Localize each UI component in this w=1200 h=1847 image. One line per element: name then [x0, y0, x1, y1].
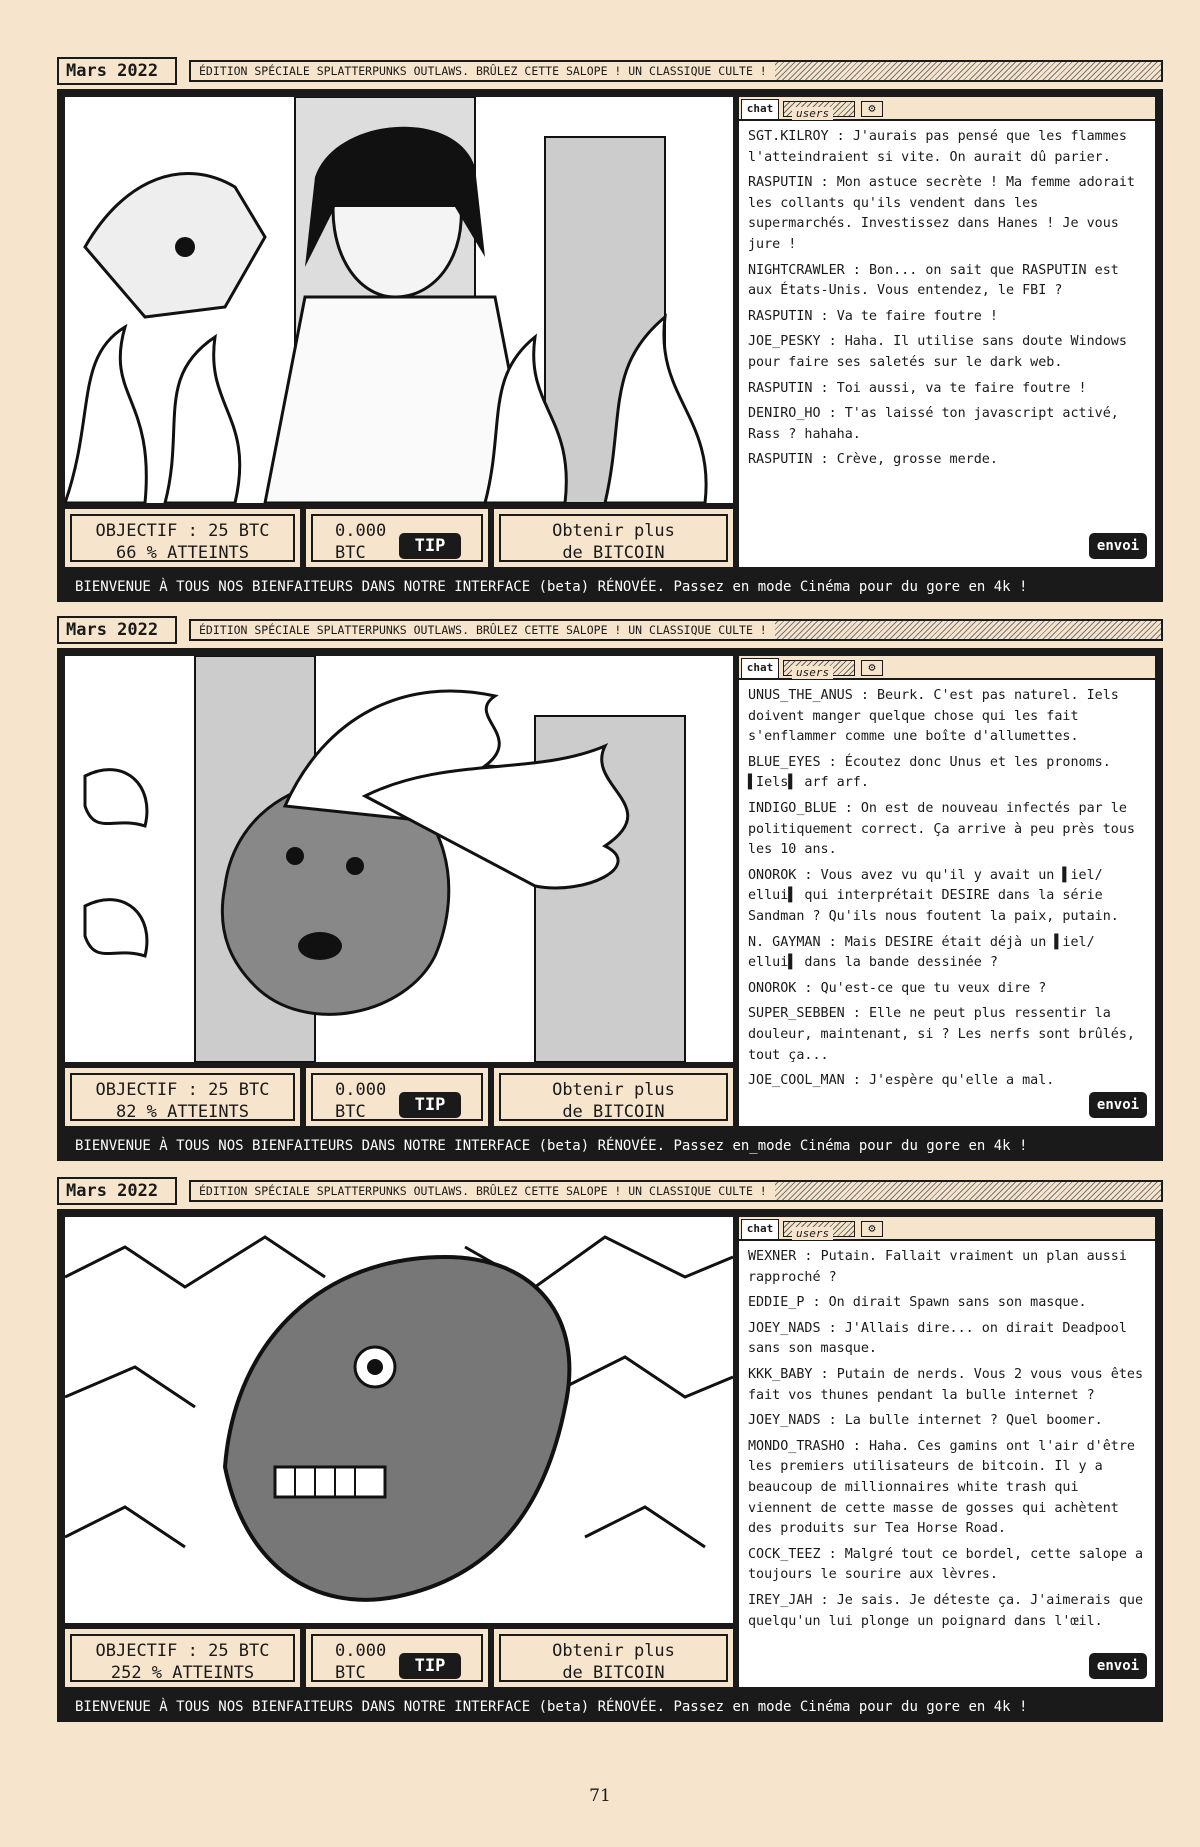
chat-panel: [739, 656, 1155, 1126]
btc-amount: 0.000: [335, 1080, 387, 1100]
btc-unit: BTC: [335, 543, 366, 563]
panel-header: [57, 57, 1163, 85]
welcome-ticker: BIENVENUE À TOUS NOS BIENFAITEURS DANS NOTRE INTERFACE (beta) RÉNOVÉE. Passez en_mode Cinéma pour du gore en 4k !: [75, 1138, 1028, 1154]
chat-message: IREY_JAH : Je sais. Je déteste ça. J'aimerais que quelqu'un lui plonge un poignard dans l'œil.: [748, 1592, 1144, 1629]
burning-figure-illustration: [65, 97, 733, 503]
panel-header: [57, 616, 1163, 644]
chat-text: Putain de nerds. Vous 2 vous vous êtes fait vos thunes pendant la bulle internet ?: [748, 1366, 1144, 1403]
chat-tab-bar: [739, 1217, 1155, 1241]
chat-message: RASPUTIN : Va te faire foutre !: [748, 308, 998, 324]
chat-message: COCK_TEEZ : Malgré tout ce bordel, cette salope a toujours le sourire aux lèvres.: [748, 1546, 1144, 1583]
chat-username[interactable]: WEXNER: [748, 1249, 797, 1264]
chat-username[interactable]: RASPUTIN: [748, 380, 813, 396]
edition-text: ÉDITION SPÉCIALE SPLATTERPUNKS OUTLAWS. BRÛLEZ CETTE SALOPE ! UN CLASSIQUE CULTE !: [191, 62, 775, 80]
goal-box: [65, 1068, 300, 1126]
tab-users-label: users: [792, 666, 833, 679]
get-bitcoin-line2: de BITCOIN: [562, 1663, 665, 1683]
stream-panel-1: [57, 57, 1163, 602]
date-label: Mars 2022: [57, 57, 177, 85]
chat-text: Haha. Ces gamins ont l'air d'être les premiers utilisateurs de bitcoin. Il y a beaucoup de millionnaires white trash qui viennent de cette masse de gosses qui achètent des produits sur Tea Horse Road.: [748, 1438, 1135, 1537]
chat-username[interactable]: INDIGO_BLUE: [748, 800, 837, 816]
stream-panel-2: [57, 616, 1163, 1161]
get-bitcoin-line1: Obtenir plus: [552, 1080, 675, 1100]
page-number: 71: [589, 1786, 611, 1806]
chat-username[interactable]: NIGHTCRAWLER: [748, 262, 845, 278]
get-bitcoin-box[interactable]: [494, 1068, 733, 1126]
chat-message: ONOROK : Qu'est-ce que tu veux dire ?: [748, 980, 1047, 996]
chat-text: T'as laissé ton javascript activé, Rass ? hahaha.: [748, 406, 1119, 442]
goal-target: OBJECTIF : 25 BTC: [95, 1080, 270, 1100]
chat-username[interactable]: UNUS_THE_ANUS: [748, 688, 853, 703]
stream-frame: [57, 89, 1163, 602]
chat-text: Malgré tout ce bordel, cette salope a toujours le sourire aux lèvres.: [748, 1546, 1144, 1583]
chat-message: JOE_COOL_MAN : J'espère qu'elle a mal.: [748, 1073, 1055, 1089]
panel-header: [57, 1177, 1163, 1205]
btc-unit: BTC: [335, 1663, 366, 1683]
chat-username[interactable]: JOEY_NADS: [748, 1320, 821, 1336]
chat-message: ONOROK : Vous avez vu qu'il y avait un ▌iel/ ellui▌ qui interprétait DESIRE dans la série Sandman ? Qu'ils nous foutent la paix, putain.: [748, 867, 1119, 924]
chat-username[interactable]: JOE_COOL_MAN: [748, 1073, 845, 1089]
btc-unit: BTC: [335, 1102, 366, 1122]
chat-username[interactable]: RASPUTIN: [748, 175, 813, 191]
chat-text: Vous avez vu qu'il y avait un ▌iel/ ellui▌ qui interprétait DESIRE dans la série Sandman ? Qu'ils nous foutent la paix, putain.: [748, 867, 1119, 924]
btc-box: [306, 1068, 488, 1126]
send-button[interactable]: envoi: [1089, 1653, 1147, 1679]
chat-username[interactable]: ONOROK: [748, 980, 797, 996]
settings-gear-icon[interactable]: ⚙: [861, 101, 883, 117]
chat-text: J'aurais pas pensé que les flammes l'atteindraient si vite. On aurait dû parier.: [748, 129, 1127, 165]
chat-text: La bulle internet ? Quel boomer.: [844, 1413, 1103, 1429]
chat-tab-bar: [739, 656, 1155, 680]
chat-text: J'Allais dire... on dirait Deadpool sans son masque.: [748, 1320, 1127, 1357]
chat-text: Qu'est-ce que tu veux dire ?: [820, 980, 1047, 996]
chat-text: On est de nouveau infectés par le politiquement correct. Ça arrive à peu près tous les 10 ans.: [748, 800, 1135, 858]
chat-message: UNUS_THE_ANUS : Beurk. C'est pas naturel. Iels doivent manger quelque chose qui les fait s'enflammer comme une boîte d'allumettes.: [748, 688, 1119, 745]
chat-messages: [748, 1247, 1148, 1637]
chat-username[interactable]: KKK_BABY: [748, 1366, 813, 1382]
edition-text: ÉDITION SPÉCIALE SPLATTERPUNKS OUTLAWS. BRÛLEZ CETTE SALOPE ! UN CLASSIQUE CULTE !: [191, 621, 775, 639]
chat-text: On dirait Spawn sans son masque.: [828, 1295, 1087, 1311]
goal-target: OBJECTIF : 25 BTC: [95, 521, 270, 541]
chat-text: Je sais. Je déteste ça. J'aimerais que quelqu'un lui plonge un poignard dans l'œil.: [748, 1592, 1144, 1629]
chat-text: Crève, grosse merde.: [836, 452, 998, 468]
settings-gear-icon[interactable]: ⚙: [861, 660, 883, 676]
chat-username[interactable]: JOE_PESKY: [748, 334, 821, 350]
welcome-ticker: BIENVENUE À TOUS NOS BIENFAITEURS DANS NOTRE INTERFACE (beta) RÉNOVÉE. Passez en mode Cinéma pour du gore en 4k !: [75, 579, 1028, 595]
chat-messages: [748, 686, 1148, 1097]
tab-chat[interactable]: chat: [741, 658, 779, 678]
get-bitcoin-line2: de BITCOIN: [562, 543, 665, 563]
get-bitcoin-box[interactable]: [494, 509, 733, 567]
chat-message: RASPUTIN : Mon astuce secrète ! Ma femme adorait les collants qu'ils vendent dans les supermarchés. Investissez dans Hanes ! Je vous jure !: [748, 175, 1135, 252]
chat-username[interactable]: RASPUTIN: [748, 308, 813, 324]
chat-text: Haha. Il utilise sans doute Windows pour faire ses saletés sur le dark web.: [748, 334, 1127, 370]
goal-progress: 82 % ATTEINTS: [115, 1102, 250, 1122]
chat-message: N. GAYMAN : Mais DESIRE était déjà un ▌iel/ ellui▌ dans la bande dessinée ?: [748, 934, 1095, 971]
chat-message: DENIRO_HO : T'as laissé ton javascript activé, Rass ? hahaha.: [748, 406, 1119, 442]
chat-username[interactable]: SGT.KILROY: [748, 129, 829, 144]
date-label: Mars 2022: [57, 616, 177, 644]
chat-username[interactable]: COCK_TEEZ: [748, 1546, 821, 1562]
video-illustration: [65, 656, 733, 1062]
tab-users-label: users: [792, 107, 833, 120]
goal-target: OBJECTIF : 25 BTC: [95, 1641, 270, 1661]
tip-button[interactable]: TIP: [399, 1653, 461, 1679]
tip-button[interactable]: TIP: [399, 1092, 461, 1118]
chat-username[interactable]: SUPER_SEBBEN: [748, 1006, 845, 1022]
edition-text: ÉDITION SPÉCIALE SPLATTERPUNKS OUTLAWS. BRÛLEZ CETTE SALOPE ! UN CLASSIQUE CULTE !: [191, 1182, 775, 1200]
chat-username[interactable]: EDDIE_P: [748, 1295, 805, 1311]
tab-users-label: users: [792, 1227, 833, 1240]
welcome-ticker: BIENVENUE À TOUS NOS BIENFAITEURS DANS NOTRE INTERFACE (beta) RÉNOVÉE. Passez en mode Cinéma pour du gore en 4k !: [75, 1699, 1028, 1715]
send-button[interactable]: envoi: [1089, 533, 1147, 559]
chat-message: BLUE_EYES : Écoutez donc Unus et les pronoms. ▌Iels▌ arf arf.: [748, 754, 1111, 791]
get-bitcoin-line2: de BITCOIN: [562, 1102, 665, 1122]
chat-panel: [739, 1217, 1155, 1687]
get-bitcoin-line1: Obtenir plus: [552, 521, 675, 541]
btc-amount: 0.000: [335, 1641, 387, 1661]
chat-text: Mais DESIRE était déjà un ▌iel/ ellui▌ dans la bande dessinée ?: [748, 934, 1095, 971]
chat-message: MONDO_TRASHO : Haha. Ces gamins ont l'air d'être les premiers utilisateurs de bitcoin. Il y a beaucoup de millionnaires white trash qui viennent de cette masse de gosses qui achètent des produits sur Tea Horse Road.: [748, 1438, 1135, 1537]
stream-frame: [57, 1209, 1163, 1722]
burning-face-illustration: [65, 656, 733, 1062]
chat-tab-bar: [739, 97, 1155, 121]
chat-message: RASPUTIN : Crève, grosse merde.: [748, 452, 998, 468]
chat-text: Écoutez donc Unus et les pronoms. ▌Iels▌ arf arf.: [748, 754, 1111, 791]
chat-message: SUPER_SEBBEN : Elle ne peut plus ressentir la douleur, maintenant, si ? Les nerfs sont brûlés, tout ça...: [748, 1006, 1135, 1063]
tab-users[interactable]: [783, 660, 855, 679]
chat-text: Va te faire foutre !: [836, 308, 998, 324]
chat-username[interactable]: IREY_JAH: [748, 1592, 813, 1608]
goal-progress: 252 % ATTEINTS: [110, 1663, 255, 1683]
tab-chat[interactable]: chat: [741, 99, 779, 119]
chat-text: Beurk. C'est pas naturel. Iels doivent manger quelque chose qui les fait s'enflammer comme une boîte d'allumettes.: [748, 688, 1119, 745]
tab-chat[interactable]: chat: [741, 1219, 779, 1239]
chat-text: Putain. Fallait vraiment un plan aussi rapproché ?: [748, 1249, 1127, 1285]
chat-message: JOEY_NADS : J'Allais dire... on dirait Deadpool sans son masque.: [748, 1320, 1127, 1357]
tab-users[interactable]: [783, 101, 855, 120]
btc-box: [306, 1629, 488, 1687]
chat-messages: [748, 127, 1148, 476]
tab-users[interactable]: [783, 1221, 855, 1240]
chat-username[interactable]: DENIRO_HO: [748, 406, 821, 422]
goal-box: [65, 509, 300, 567]
chat-username[interactable]: JOEY_NADS: [748, 1413, 821, 1429]
chat-username[interactable]: MONDO_TRASHO: [748, 1438, 845, 1454]
btc-box: [306, 509, 488, 567]
stream-frame: [57, 648, 1163, 1161]
chat-text: Toi aussi, va te faire foutre !: [836, 380, 1087, 396]
video-illustration: [65, 1217, 733, 1623]
goal-box: [65, 1629, 300, 1687]
chat-message: JOE_PESKY : Haha. Il utilise sans doute Windows pour faire ses saletés sur le dark web.: [748, 334, 1127, 370]
chat-message: WEXNER : Putain. Fallait vraiment un plan aussi rapproché ?: [748, 1249, 1127, 1285]
chat-text: Mon astuce secrète ! Ma femme adorait les collants qu'ils vendent dans les supermarchés. Investissez dans Hanes ! Je vous jure !: [748, 175, 1135, 252]
send-button[interactable]: envoi: [1089, 1092, 1147, 1118]
get-bitcoin-line1: Obtenir plus: [552, 1641, 675, 1661]
chat-text: Elle ne peut plus ressentir la douleur, maintenant, si ? Les nerfs sont brûlés, tout ça...: [748, 1006, 1135, 1063]
chat-text: Bon... on sait que RASPUTIN est aux États-Unis. Vous entendez, le FBI ?: [748, 262, 1119, 299]
chat-message: NIGHTCRAWLER : Bon... on sait que RASPUTIN est aux États-Unis. Vous entendez, le FBI ?: [748, 262, 1119, 299]
goal-progress: 66 % ATTEINTS: [115, 543, 250, 563]
btc-amount: 0.000: [335, 521, 387, 541]
chat-message: KKK_BABY : Putain de nerds. Vous 2 vous vous êtes fait vos thunes pendant la bulle internet ?: [748, 1366, 1144, 1403]
chat-message: JOEY_NADS : La bulle internet ? Quel boomer.: [748, 1413, 1103, 1429]
chat-username[interactable]: N. GAYMAN: [748, 934, 821, 950]
video-illustration: [65, 97, 733, 503]
chat-username[interactable]: ONOROK: [748, 867, 797, 883]
chat-text: J'espère qu'elle a mal.: [868, 1073, 1055, 1089]
tip-button[interactable]: TIP: [399, 533, 461, 559]
chat-message: RASPUTIN : Toi aussi, va te faire foutre !: [748, 380, 1087, 396]
chat-message: INDIGO_BLUE : On est de nouveau infectés par le politiquement correct. Ça arrive à peu près tous les 10 ans.: [748, 800, 1135, 858]
settings-gear-icon[interactable]: ⚙: [861, 1221, 883, 1237]
stream-panel-3: [57, 1177, 1163, 1722]
chat-username[interactable]: RASPUTIN: [748, 452, 813, 468]
chat-username[interactable]: BLUE_EYES: [748, 754, 821, 770]
chat-message: SGT.KILROY : J'aurais pas pensé que les flammes l'atteindraient si vite. On aurait dû parier.: [748, 129, 1127, 165]
date-label: Mars 2022: [57, 1177, 177, 1205]
get-bitcoin-box[interactable]: [494, 1629, 733, 1687]
chat-message: EDDIE_P : On dirait Spawn sans son masque.: [748, 1295, 1087, 1311]
charred-head-illustration: [65, 1217, 733, 1623]
chat-panel: [739, 97, 1155, 567]
